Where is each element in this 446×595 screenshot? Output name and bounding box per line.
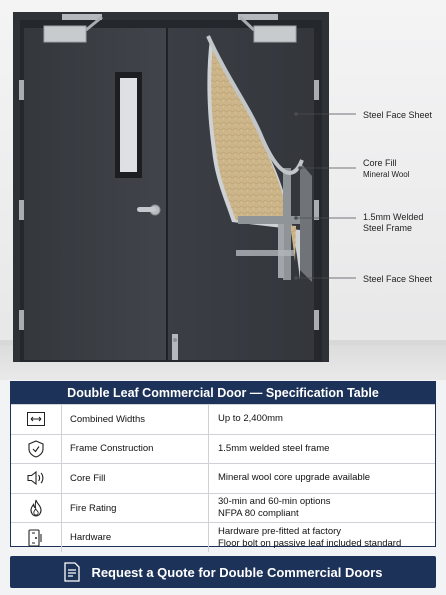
callout-welded-frame-2: Steel Frame	[363, 223, 413, 233]
row-value: Up to 2,400mm	[218, 413, 283, 425]
row-label: Hardware	[62, 523, 209, 552]
row-value: 30-min and 60-min options NFPA 80 compliant	[218, 496, 331, 520]
door-hardware-icon	[28, 529, 44, 547]
hinge	[19, 200, 24, 220]
row-label: Frame Construction	[62, 435, 209, 464]
callout-core-fill-sub: Mineral Wool	[363, 170, 410, 179]
row-value: 1.5mm welded steel frame	[218, 442, 330, 454]
row-value: Hardware pre-fitted at factory Floor bolt on passive leaf included standard	[218, 525, 402, 549]
callout-welded-frame	[363, 212, 423, 234]
left-leaf	[24, 28, 166, 360]
table-row	[11, 404, 435, 434]
hinge	[314, 80, 319, 100]
spec-table	[10, 381, 436, 547]
table-row	[11, 463, 435, 493]
width-arrows-icon	[27, 412, 45, 426]
table-row	[11, 434, 435, 464]
hinge	[19, 310, 24, 330]
callout-steel-face-bottom: Steel Face Sheet	[363, 274, 433, 284]
row-label: Fire Rating	[62, 494, 209, 523]
hinge	[314, 310, 319, 330]
callout-core-fill	[363, 158, 410, 180]
callout-core-fill-title: Core Fill	[363, 158, 397, 168]
spec-table-title: Double Leaf Commercial Door — Specification Table	[11, 382, 435, 404]
hinge	[19, 80, 24, 100]
row-value: Mineral wool core upgrade available	[218, 472, 371, 484]
document-icon	[63, 562, 81, 582]
hinge	[314, 200, 319, 220]
callout-welded-frame-1: 1.5mm Welded	[363, 212, 424, 222]
callout-steel-face-top: Steel Face Sheet	[363, 110, 433, 120]
shield-frame-icon	[28, 440, 44, 458]
row-label: Core Fill	[62, 464, 209, 493]
row-label: Combined Widths	[62, 405, 209, 434]
request-quote-button[interactable]	[10, 556, 436, 588]
sound-icon	[27, 470, 45, 486]
request-quote-label: Request a Quote for Double Commercial Doors	[91, 564, 383, 580]
table-row	[11, 522, 435, 552]
flame-icon	[28, 499, 44, 517]
floor-bolt	[172, 334, 178, 360]
table-row	[11, 493, 435, 523]
